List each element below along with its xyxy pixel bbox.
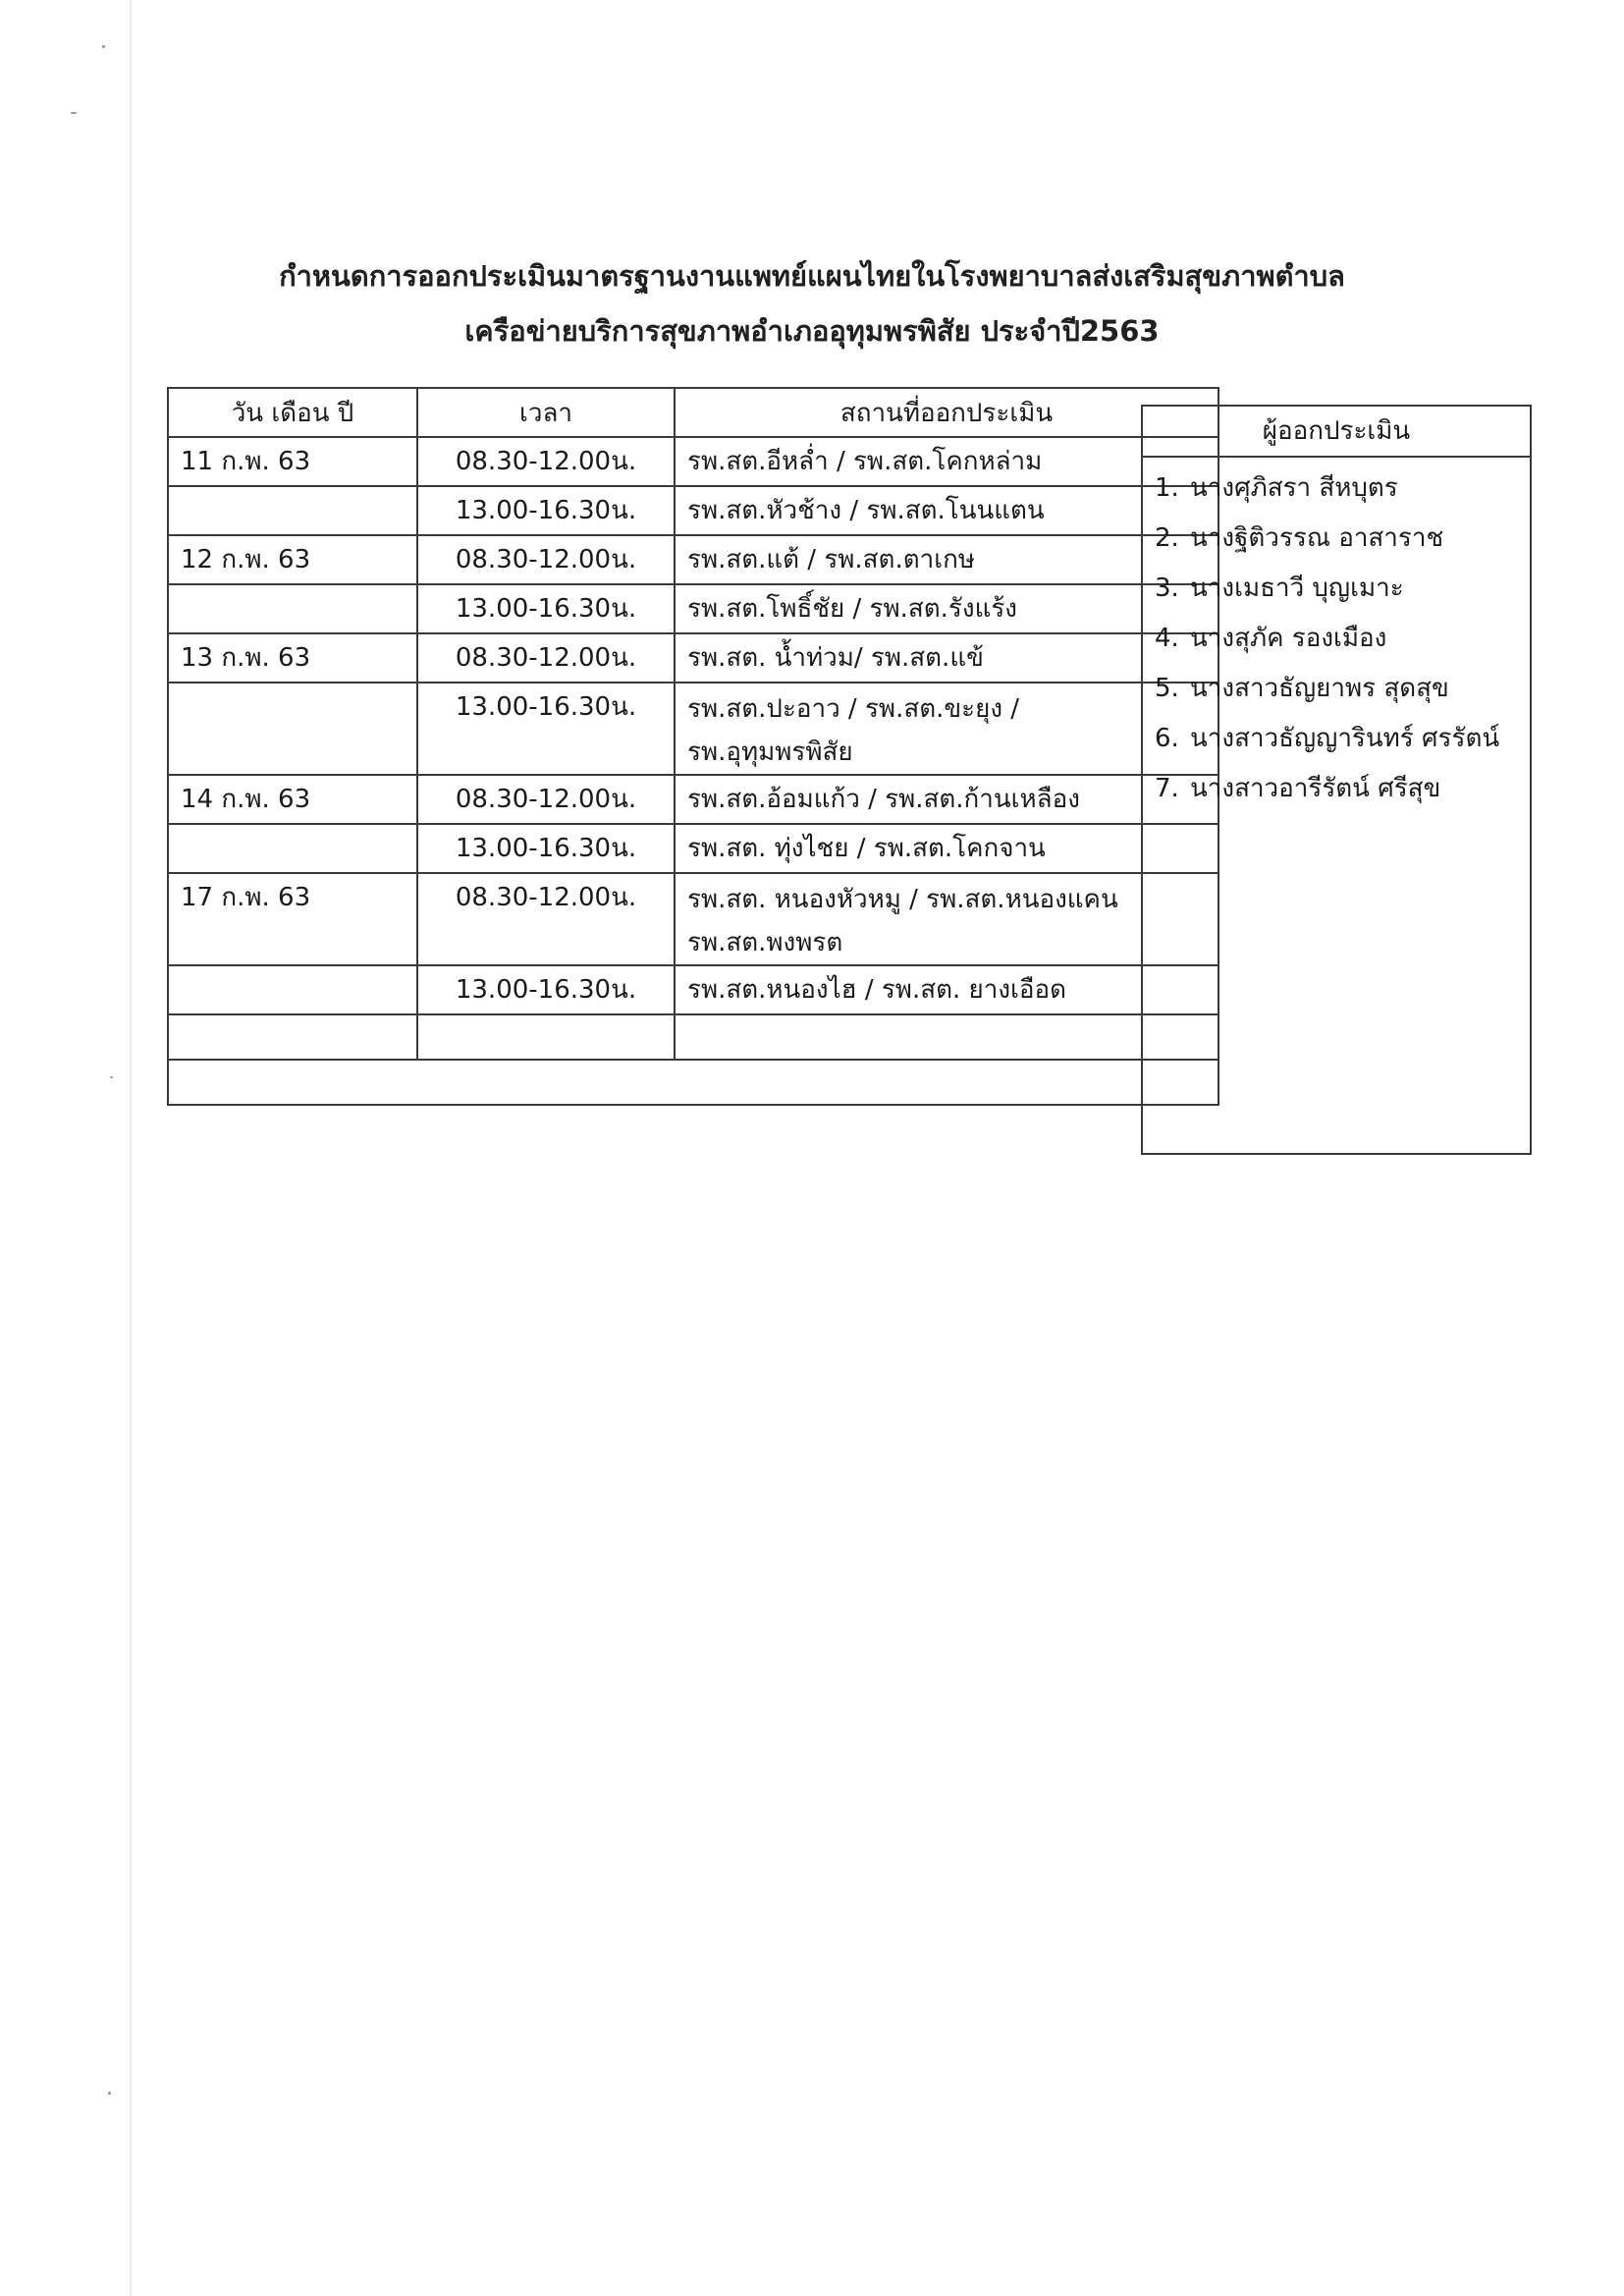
list-item (1155, 764, 1530, 814)
table-row (168, 486, 1218, 535)
table-row (168, 965, 1218, 1014)
cell-time: 13.00-16.30น. (417, 486, 675, 535)
list-item (1155, 714, 1530, 764)
scan-speck (108, 2092, 111, 2095)
cell-date (168, 584, 417, 633)
table-row (168, 873, 1218, 965)
table-row (168, 775, 1218, 824)
assessor-name: นางสาวธัญยาพร สุดสุข (1190, 674, 1449, 703)
cell-empty (417, 1014, 675, 1060)
header-date: วัน เดือน ปี (168, 388, 417, 437)
list-item (1155, 664, 1530, 714)
list-item (1155, 614, 1530, 664)
cell-place: รพ.สต.อีหล่ำ / รพ.สต.โคกหล่าม (675, 437, 1218, 486)
cell-time: 08.30-12.00น. (417, 437, 675, 486)
empty-row (168, 1014, 1218, 1060)
cell-place (675, 873, 1218, 965)
header-assessor: ผู้ออกประเมิน (1143, 407, 1530, 458)
assessor-name: นางสาวอารีรัตน์ ศรีสุข (1190, 774, 1441, 803)
assessor-name: นางฐิติวรรณ อาสาราช (1190, 523, 1444, 553)
cell-time: 08.30-12.00น. (417, 873, 675, 965)
cell-place: รพ.สต.หนองไฮ / รพ.สต. ยางเอือด (675, 965, 1218, 1014)
cell-time: 13.00-16.30น. (417, 584, 675, 633)
cell-date: 12 ก.พ. 63 (168, 535, 417, 584)
cell-date (168, 824, 417, 873)
cell-empty (675, 1014, 1218, 1060)
cell-time: 13.00-16.30น. (417, 965, 675, 1014)
scan-speck (110, 1076, 113, 1078)
table-row (168, 535, 1218, 584)
cell-date: 13 ก.พ. 63 (168, 633, 417, 683)
cell-date (168, 965, 417, 1014)
assessor-number: 1. (1155, 473, 1179, 503)
cell-place: รพ.สต.หัวช้าง / รพ.สต.โนนแตน (675, 486, 1218, 535)
list-item (1155, 564, 1530, 614)
place-line: รพ.สต. หนองหัวหมู / รพ.สต.หนองแคน (687, 885, 1118, 914)
list-item (1155, 514, 1530, 564)
header-time: เวลา (417, 388, 675, 437)
schedule-table (167, 387, 1219, 1106)
assessor-number: 2. (1155, 523, 1179, 553)
cell-time: 08.30-12.00น. (417, 633, 675, 683)
cell-place: รพ.สต. น้ำท่วม/ รพ.สต.แข้ (675, 633, 1218, 683)
cell-place: รพ.สต.แต้ / รพ.สต.ตาเกษ (675, 535, 1218, 584)
cell-date (168, 683, 417, 775)
table-row (168, 437, 1218, 486)
cell-date: 14 ก.พ. 63 (168, 775, 417, 824)
cell-time: 08.30-12.00น. (417, 535, 675, 584)
assessor-number: 4. (1155, 624, 1179, 653)
assessor-name: นางสุภัค รองเมือง (1190, 624, 1387, 653)
place-line: รพ.อุทุมพรพิสัย (687, 738, 853, 767)
list-item (1155, 464, 1530, 514)
assessor-name: นางศุภิสรา สีหบุตร (1190, 473, 1398, 503)
cell-place: รพ.สต.โพธิ์ชัย / รพ.สต.รังแร้ง (675, 584, 1218, 633)
assessor-number: 6. (1155, 724, 1179, 753)
assessor-number: 3. (1155, 574, 1179, 603)
table-row (168, 633, 1218, 683)
cell-date (168, 486, 417, 535)
cell-date: 11 ก.พ. 63 (168, 437, 417, 486)
assessor-number: 7. (1155, 774, 1179, 803)
place-line: รพ.สต.ปะอาว / รพ.สต.ขะยุง / (687, 694, 1020, 724)
cell-date: 17 ก.พ. 63 (168, 873, 417, 965)
cell-time: 13.00-16.30น. (417, 824, 675, 873)
cell-empty (168, 1014, 417, 1060)
table-row (168, 683, 1218, 775)
cell-place: รพ.สต. ทุ่งไชย / รพ.สต.โคกจาน (675, 824, 1218, 873)
header-place: สถานที่ออกประเมิน (675, 388, 1218, 437)
assessor-list (1143, 458, 1530, 814)
cell-empty (168, 1060, 1218, 1105)
assessor-number: 5. (1155, 674, 1179, 703)
assessor-name: นางเมธาวี บุญเมาะ (1190, 574, 1404, 603)
scan-speck (71, 112, 77, 114)
cell-time: 08.30-12.00น. (417, 775, 675, 824)
empty-row (168, 1060, 1218, 1105)
document-subtitle: เครือข่ายบริการสุขภาพอำเภออุทุมพรพิสัย ประจำปี2563 (464, 314, 1160, 348)
cell-place (675, 683, 1218, 775)
document-title: กำหนดการออกประเมินมาตรฐานงานแพทย์แผนไทยในโรงพยาบาลส่งเสริมสุขภาพตำบล (279, 259, 1345, 293)
scan-speck (102, 45, 105, 48)
place-line: รพ.สต.พงพรต (687, 928, 843, 957)
assessor-name: นางสาวธัญญารินทร์ ศรรัตน์ (1190, 724, 1500, 753)
cell-time: 13.00-16.30น. (417, 683, 675, 775)
table-row (168, 824, 1218, 873)
table-row (168, 584, 1218, 633)
cell-place: รพ.สต.อ้อมแก้ว / รพ.สต.ก้านเหลือง (675, 775, 1218, 824)
table-header-row (168, 388, 1218, 437)
assessor-panel (1141, 405, 1532, 1155)
